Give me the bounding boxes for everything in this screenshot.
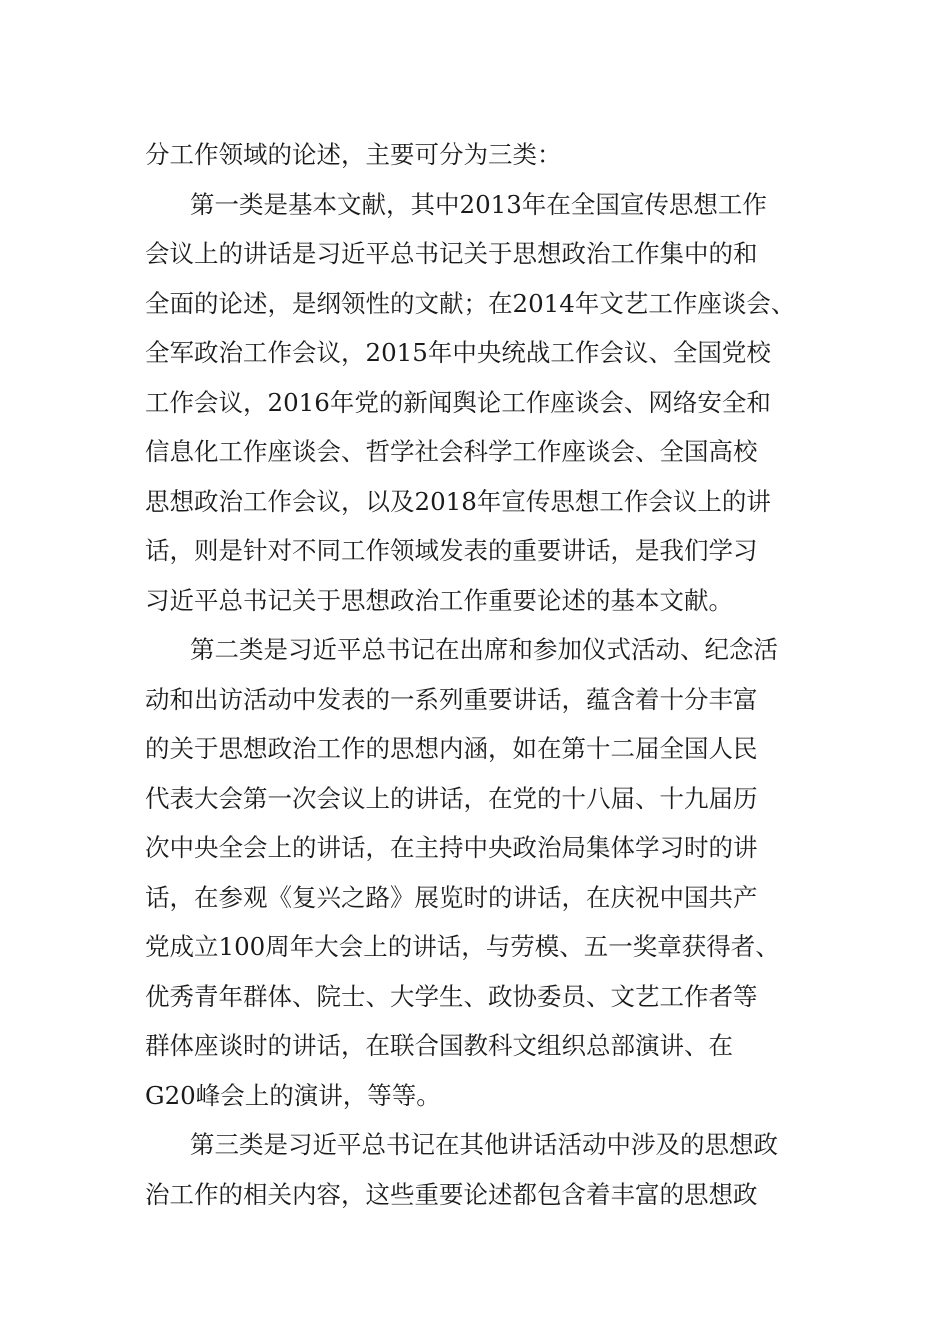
text-line: G20峰会上的演讲，等等。 xyxy=(145,1080,441,1110)
text-line: 分工作领域的论述，主要可分为三类： xyxy=(145,140,562,169)
text-line: 第二类是习近平总书记在出席和参加仪式活动、纪念活 xyxy=(190,635,778,664)
text-line: 全军政治工作会议，2015年中央统战工作会议、全国党校 xyxy=(145,338,771,367)
text-line: 优秀青年群体、院士、大学生、政协委员、文艺工作者等 xyxy=(145,981,758,1011)
text-line: 次中央全会上的讲话，在主持中央政治局集体学习时的讲 xyxy=(145,833,758,862)
body-text xyxy=(145,130,835,1219)
text-line: 治工作的相关内容，这些重要论述都包含着丰富的思想政 xyxy=(145,1179,758,1209)
text-line: 习近平总书记关于思想政治工作重要论述的基本文献。 xyxy=(145,585,733,615)
text-line: 话，在参观《复兴之路》展览时的讲话，在庆祝中国共产 xyxy=(145,882,758,912)
text-line: 信息化工作座谈会、哲学社会科学工作座谈会、全国高校 xyxy=(145,437,758,466)
text-line: 动和出访活动中发表的一系列重要讲话，蕴含着十分丰富 xyxy=(145,684,758,714)
text-line: 工作会议，2016年党的新闻舆论工作座谈会、网络安全和 xyxy=(145,387,771,417)
text-line: 群体座谈时的讲话，在联合国教科文组织总部演讲、在 xyxy=(145,1031,733,1060)
text-line: 思想政治工作会议，以及2018年宣传思想工作会议上的讲 xyxy=(145,486,771,516)
text-line: 的关于思想政治工作的思想内涵，如在第十二届全国人民 xyxy=(145,734,758,763)
text-line: 代表大会第一次会议上的讲话，在党的十八届、十九届历 xyxy=(145,783,758,813)
text-line: 第三类是习近平总书记在其他讲话活动中涉及的思想政 xyxy=(190,1130,778,1159)
text-line: 全面的论述，是纲领性的文献；在2014年文艺工作座谈会、 xyxy=(145,288,796,318)
text-line: 党成立100周年大会上的讲话，与劳模、五一奖章获得者、 xyxy=(145,932,780,961)
text-line: 会议上的讲话是习近平总书记关于思想政治工作集中的和 xyxy=(145,239,758,268)
text-line: 话，则是针对不同工作领域发表的重要讲话，是我们学习 xyxy=(145,536,758,565)
text-line: 第一类是基本文献，其中2013年在全国宣传思想工作 xyxy=(190,189,767,219)
